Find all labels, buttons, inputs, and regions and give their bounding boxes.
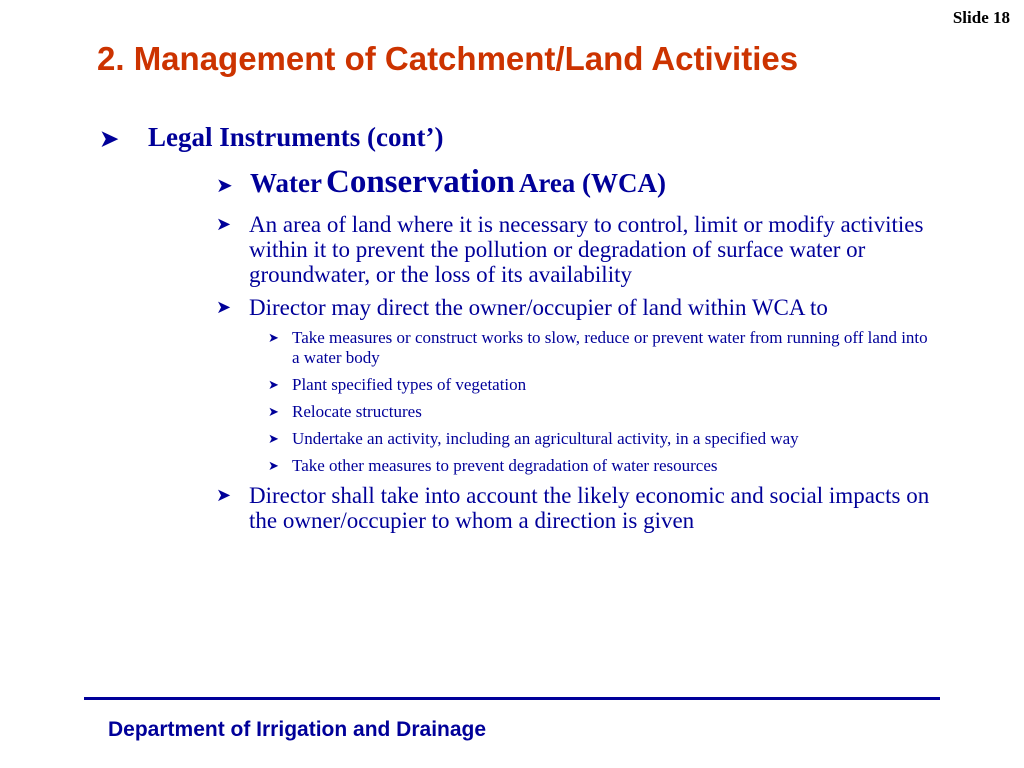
bullet-text: Director may direct the owner/occupier of land within WCA to — [249, 295, 828, 320]
bullet-list — [216, 212, 976, 541]
sub-bullet-text: Take other measures to prevent degradation of water resources — [292, 456, 718, 475]
subheading-word-area: Area (WCA) — [518, 168, 667, 198]
subheading-word-water: Water — [250, 168, 322, 198]
arrow-bullet-icon: ➤ — [268, 377, 279, 392]
arrow-bullet-icon: ➤ — [268, 330, 279, 345]
sub-bullet-text: Relocate structures — [292, 402, 422, 421]
sub-bullet-item — [268, 456, 932, 476]
sub-bullet-item — [268, 375, 932, 395]
sub-bullet-item — [268, 402, 932, 422]
bullet-text: An area of land where it is necessary to control, limit or modify activities within it to prevent the pollution or degradation of surface water or groundwater, or the loss of its availability — [249, 212, 924, 287]
arrow-bullet-icon: ➤ — [100, 126, 119, 151]
subheading-bullet — [216, 164, 666, 201]
arrow-bullet-icon: ➤ — [268, 431, 279, 446]
arrow-bullet-icon: ➤ — [216, 297, 232, 317]
arrow-bullet-icon: ➤ — [216, 214, 232, 234]
heading-text: Legal Instruments (cont’) — [148, 122, 444, 152]
bullet-item — [216, 212, 939, 287]
bullet-item — [216, 483, 939, 533]
arrow-bullet-icon: ➤ — [268, 404, 279, 419]
bullet-item — [216, 295, 939, 320]
sub-bullet-text: Take measures or construct works to slow, reduce or prevent water from running off land into a water body — [292, 328, 928, 367]
arrow-bullet-icon: ➤ — [268, 458, 279, 473]
sub-bullet-item — [268, 429, 932, 449]
subheading-word-conservation: Conservation — [325, 164, 515, 200]
sub-bullet-text: Undertake an activity, including an agricultural activity, in a specified way — [292, 429, 799, 448]
arrow-bullet-icon: ➤ — [216, 485, 232, 505]
bullet-text: Director shall take into account the likely economic and social impacts on the owner/occupier to whom a direction is given — [249, 483, 930, 533]
footer-department: Department of Irrigation and Drainage — [108, 718, 487, 741]
arrow-bullet-icon: ➤ — [216, 175, 233, 197]
slide-title: 2. Management of Catchment/Land Activities — [97, 40, 799, 77]
sub-bullet-text: Plant specified types of vegetation — [292, 375, 527, 394]
footer-divider — [84, 697, 940, 700]
slide-number: Slide 18 — [952, 8, 1010, 27]
heading-bullet — [100, 122, 443, 153]
sub-bullet-item — [268, 328, 932, 368]
